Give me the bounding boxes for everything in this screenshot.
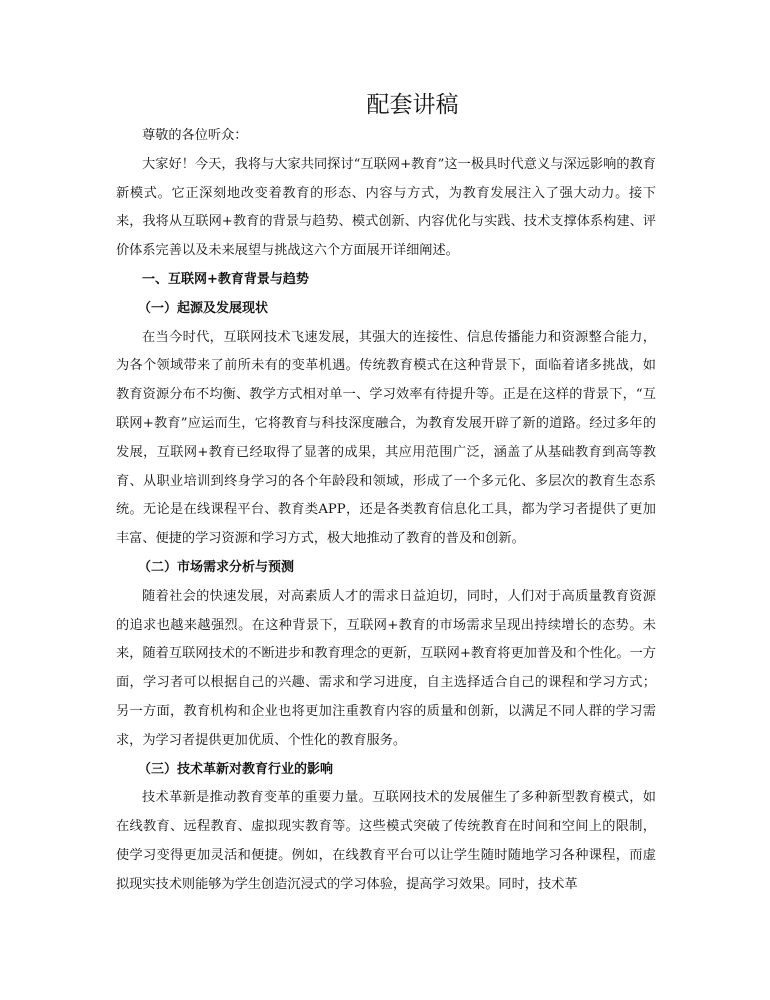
subsection-heading-3: （三）技术革新对教育行业的影响 <box>138 761 334 777</box>
section-heading-1: 一、互联网+教育背景与趋势 <box>142 271 309 287</box>
intro-paragraph: 大家好！今天，我将与大家共同探讨“互联网+教育”这一极具时代意义与深远影响的教育新模式。它正深刻地改变着教育的形态、内容与方式，为教育发展注入了强大动力。接下来，我将从互联网+教育的背景与趋势、模式创新、内容优化与实践、技术支撑体系构建、评价体系完善以及未来展望与挑战这六个方面展开详细阐述。 <box>116 156 656 259</box>
document-title: 配套讲稿 <box>366 92 459 118</box>
subsection-paragraph-3: 技术革新是推动教育变革的重要力量。互联网技术的发展催生了多种新型教育模式，如在线教育、远程教育、虚拟现实教育等。这些模式突破了传统教育在时间和空间上的限制，使学习变得更加灵活和便捷。例如，在线教育平台可以让学生随时随地学习各种课程，而虚拟现实技术则能够为学生创造沉浸式的学习体验，提高学习效果。同时，技术革 <box>116 790 656 892</box>
subsection-paragraph-1: 在当今时代，互联网技术飞速发展，其强大的连接性、信息传播能力和资源整合能力，为各个领域带来了前所未有的变革机遇。传统教育模式在这种背景下，面临着诸多挑战，如教育资源分布不均衡、教学方式相对单一、学习效率有待提升等。正是在这样的背景下，“互联网+教育”应运而生，它将教育与科技深度融合，为教育发展开辟了新的道路。经过多年的发展，互联网+教育已经取得了显著的成果，其应用范围广泛，涵盖了从基础教育到高等教育、从职业培训到终身学习的各个年龄段和领域，形成了一个多元化、多层次的教育生态系统。无论是在线课程平台、教育类APP，还是各类教育信息化工具，都为学习者提供了更加丰富、便捷的学习资源和学习方式，极大地推动了教育的普及和创新。 <box>116 329 656 547</box>
salutation: 尊敬的各位听众： <box>142 128 248 143</box>
subsection-heading-2: （二）市场需求分析与预测 <box>138 559 295 575</box>
subsection-heading-1: （一）起源及发展现状 <box>138 300 269 316</box>
document-body <box>116 122 656 900</box>
subsection-paragraph-2: 随着社会的快速发展，对高素质人才的需求日益迫切，同时，人们对于高质量教育资源的追求也越来越强烈。在这种背景下，互联网+教育的市场需求呈现出持续增长的态势。未来，随着互联网技术的不断进步和教育理念的更新，互联网+教育将更加普及和个性化。一方面，学习者可以根据自己的兴趣、需求和学习进度，自主选择适合自己的课程和学习方式；另一方面，教育机构和企业也将更加注重教育内容的质量和创新，以满足不同人群的学习需求，为学习者提供更加优质、个性化的教育服务。 <box>116 588 656 748</box>
